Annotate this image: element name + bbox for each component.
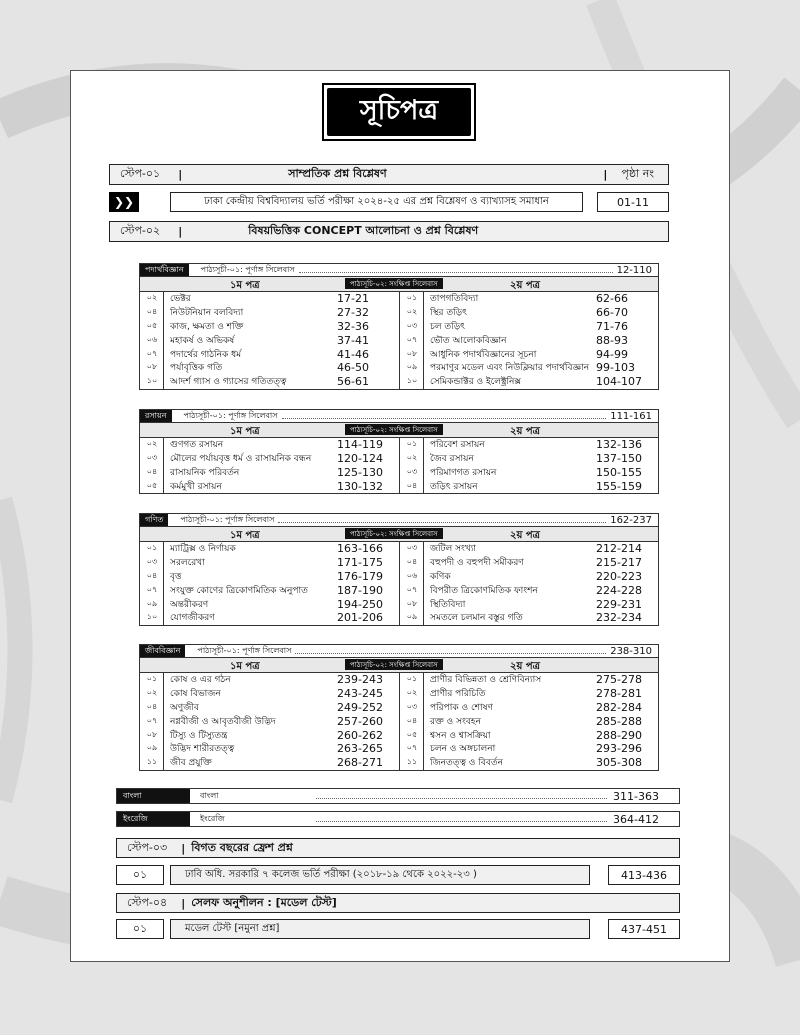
chapter-table (139, 292, 659, 390)
language-tag: বাংলা (117, 789, 190, 803)
chapter-pages: 171-175 (337, 556, 383, 570)
language-name: বাংলা (200, 790, 219, 800)
chapter-title: ম্যাট্রিক্স ও নির্ণায়ক (170, 544, 236, 555)
chapter-title: অণুজীব (170, 703, 199, 713)
chapter-title: জিনতত্ত্ব ও বিবর্তন (430, 758, 503, 769)
chapter-row (400, 756, 658, 770)
subject-range: 111-161 (610, 410, 652, 422)
step1-bar: স্টেপ-০১ | সাম্প্রতিক প্রশ্ন বিশ্লেষণ | পৃষ্ঠা নং (109, 164, 669, 185)
chapter-number: ০৮ (146, 362, 158, 372)
chapter-pages: 94-99 (596, 347, 628, 361)
chapter-row (400, 479, 658, 493)
chapter-row (400, 438, 658, 452)
chapter-pages: 114-119 (337, 438, 383, 452)
chapter-row (400, 375, 658, 389)
chapter-title: নিউটনিয়ান বলবিদ্যা (170, 308, 244, 319)
chapter-row (140, 556, 399, 570)
paper-header-row (139, 658, 659, 673)
paper-header-row (139, 277, 659, 292)
chapter-title: বৃত্ত (170, 572, 182, 582)
full-syllabus-label: পাঠ্যসূচী-০১: পূর্ণাঙ্গ সিলেবাস (183, 410, 278, 420)
paper-header-row (139, 527, 659, 542)
chapter-number: ০৯ (146, 598, 158, 608)
page-title-box (322, 83, 476, 141)
short-syllabus-label: পাঠ্যসূচি-০২: সংক্ষিপ্ত সিলেবাস (345, 278, 443, 289)
chapter-title: যোগজীকরণ (170, 613, 215, 624)
arrow-icon: ❯❯ (109, 192, 139, 212)
chapter-pages: 41-46 (337, 347, 369, 361)
chapter-pages: 229-231 (596, 597, 642, 611)
chapter-title: সরলরেখা (170, 558, 205, 569)
chapter-pages: 268-271 (337, 756, 383, 770)
chapter-number: ০৩ (406, 320, 418, 330)
chapter-number: ০৪ (146, 307, 158, 317)
chapter-number: ০২ (146, 688, 158, 698)
chapter-column-p1 (140, 438, 399, 493)
chapter-title: মহাকর্ষ ও অভিকর্ষ (170, 335, 235, 346)
chapter-title: পরিমাণগত রসায়ন (430, 468, 497, 478)
chapter-number: ১০ (146, 376, 158, 386)
chapter-number: ০৩ (406, 466, 418, 476)
chapter-pages: 46-50 (337, 361, 369, 375)
chapter-pages: 257-260 (337, 714, 383, 728)
chapter-title: জৈব রসায়ন (430, 454, 474, 465)
chapter-column-p2 (399, 542, 658, 625)
chapter-number: ০৮ (406, 598, 418, 608)
chapter-number: ০১ (146, 543, 158, 553)
chapter-row (140, 347, 399, 361)
chapter-number: ০১ (406, 439, 418, 449)
subject-tag: রসায়ন (140, 410, 172, 422)
chapter-column-p1 (140, 673, 399, 770)
step4-item-text: মডেল টেস্ট [নমুনা প্রশ্ন] (170, 919, 590, 939)
step4-title: সেলফ অনুশীলন : [মডেল টেস্ট] (191, 895, 337, 909)
chapter-title: তড়িৎ রসায়ন (430, 481, 478, 492)
chapter-number: ০৯ (406, 612, 418, 622)
chapter-title: প্রাণীর পরিচিতি (430, 689, 486, 700)
chapter-pages: 243-245 (337, 687, 383, 701)
chapter-row (400, 347, 658, 361)
chapter-pages: 212-214 (596, 542, 642, 556)
chapter-title: পদার্থের গাঠনিক ধর্ম (170, 349, 242, 360)
chapter-title: তাপগতিবিদ্যা (430, 294, 479, 305)
chapter-pages: 130-132 (337, 479, 383, 493)
chapter-title: বিপরীত ত্রিকোণমিতিক ফাংশন (430, 585, 538, 596)
chapter-number: ০২ (406, 688, 418, 698)
subject-block (139, 409, 659, 494)
step3-bar: স্টেপ-০৩ | বিগত বছরের ফ্রেশ প্রশ্ন (116, 838, 680, 858)
chapter-number: ০৯ (146, 743, 158, 753)
chapter-pages: 99-103 (596, 361, 635, 375)
chapter-title: কাজ, ক্ষমতা ও শক্তি (170, 322, 244, 332)
chapter-number: ০৪ (146, 466, 158, 476)
page-title: সূচিপত্র (327, 88, 471, 136)
chapter-pages: 194-250 (337, 597, 383, 611)
chapter-pages: 176-179 (337, 569, 383, 583)
step1-item-text: ঢাকা কেন্দ্রীয় বিশ্ববিদ্যালয় ভর্তি পরীক্ষা ২০২৪-২৫ এর প্রশ্ন বিশ্লেষণ ও ব্যাখ্যাসহ সমাধান (170, 192, 583, 212)
step1-label: স্টেপ-০১ (120, 167, 161, 180)
paper2-label: ২য় পত্র (510, 426, 541, 437)
chapter-number: ০৭ (146, 715, 158, 725)
chapter-pages: 37-41 (337, 333, 369, 347)
step3-item-text: ঢাবি অধি. সরকারি ৭ কলেজ ভর্তি পরীক্ষা (২০১৮-১৯ থেকে ২০২২-২৩ ) (170, 865, 590, 885)
chapter-pages: 215-217 (596, 556, 642, 570)
chapter-title: জটিল সংখ্যা (430, 544, 477, 555)
chapter-title: গুণগত রসায়ন (170, 440, 224, 451)
chapter-pages: 293-296 (596, 742, 642, 756)
chapter-row (140, 542, 399, 556)
chapter-row (140, 728, 399, 742)
chapter-pages: 150-155 (596, 465, 642, 479)
chapter-number: ০৭ (406, 334, 418, 344)
chapter-row (400, 714, 658, 728)
chapter-number: ১০ (146, 612, 158, 622)
chapter-row (140, 466, 399, 480)
chapter-number: ০১ (406, 674, 418, 684)
chapter-row (400, 728, 658, 742)
paper-header-row (139, 423, 659, 438)
chapter-pages: 62-66 (596, 292, 628, 306)
chapter-column-p2 (399, 292, 658, 389)
short-syllabus-label: পাঠ্যসূচি-০২: সংক্ষিপ্ত সিলেবাস (345, 659, 443, 670)
language-row-english (116, 811, 680, 827)
chapter-number: ০৫ (146, 320, 158, 330)
step3-title: বিগত বছরের ফ্রেশ প্রশ্ন (191, 840, 293, 854)
chapter-pages: 32-36 (337, 319, 369, 333)
chapter-title: পরমাণুর মডেল এবং নিউক্লিয়ার পদার্থবিজ্ঞান (430, 363, 590, 374)
chapter-title: নগ্নবীজী ও আবৃতবীজী উদ্ভিদ (170, 716, 276, 727)
chapter-row (140, 756, 399, 770)
chapter-row (140, 452, 399, 466)
step1-item-pages: 01-11 (597, 192, 669, 212)
chapter-pages: 56-61 (337, 375, 369, 389)
step2-title: বিষয়ভিত্তিক CONCEPT আলোচনা ও প্রশ্ন বিশ্লেষণ (248, 224, 479, 237)
chapter-title: স্থির তড়িৎ (430, 308, 467, 319)
chapter-pages: 132-136 (596, 438, 642, 452)
chapter-title: সেমিকন্ডাক্টর ও ইলেক্ট্রনিক্স (430, 377, 521, 388)
paper1-label: ১ম পত্র (230, 530, 260, 541)
paper2-label: ২য় পত্র (510, 280, 541, 291)
chapter-number: ০৪ (406, 480, 418, 490)
chapter-pages: 288-290 (596, 728, 642, 742)
chapter-number: ০৩ (406, 701, 418, 711)
chapter-number: ১০ (406, 376, 418, 386)
chapter-row (140, 742, 399, 756)
step1-title: সাম্প্রতিক প্রশ্ন বিশ্লেষণ (288, 167, 387, 180)
step2-bar: স্টেপ-০২ | বিষয়ভিত্তিক CONCEPT আলোচনা ও প্রশ্ন বিশ্লেষণ (109, 221, 669, 242)
subject-range: 238-310 (610, 645, 652, 657)
subject-tag: জীববিজ্ঞান (140, 645, 185, 657)
chapter-title: কণিক (430, 572, 451, 582)
chapter-number: ০২ (406, 307, 418, 317)
subject-block (139, 644, 659, 771)
chapter-row (140, 701, 399, 715)
chapter-row (400, 673, 658, 687)
step4-bar: স্টেপ-০৪ | সেলফ অনুশীলন : [মডেল টেস্ট] (116, 893, 680, 913)
chapter-pages: 155-159 (596, 479, 642, 493)
chapter-pages: 17-21 (337, 292, 369, 306)
subject-block (139, 513, 659, 626)
chapter-number: ০৩ (146, 557, 158, 567)
chapter-title: চলন ও অঙ্গচালনা (430, 744, 496, 755)
chapter-title: রক্ত ও সংবহন (430, 716, 481, 727)
chapter-row (400, 583, 658, 597)
chapter-column-p2 (399, 438, 658, 493)
chapter-column-p1 (140, 292, 399, 389)
chapter-number: ০৩ (406, 543, 418, 553)
step2-label: স্টেপ-০২ (120, 224, 161, 237)
step4-item-pages: 437-451 (608, 919, 680, 939)
step4-item-number: ০১ (116, 919, 164, 939)
chapter-number: ০৫ (146, 480, 158, 490)
chapter-title: আদর্শ গ্যাস ও গ্যাসের গতিতত্ত্ব (170, 377, 287, 388)
chapter-row (140, 583, 399, 597)
paper1-label: ১ম পত্র (230, 661, 260, 672)
chapter-row (400, 452, 658, 466)
chapter-row (400, 333, 658, 347)
chapter-pages: 263-265 (337, 742, 383, 756)
subject-block (139, 263, 659, 390)
chapter-title: আধুনিক পদার্থবিজ্ঞানের সূচনা (430, 349, 537, 360)
chapter-number: ০৭ (406, 743, 418, 753)
chapter-number: ০৭ (146, 584, 158, 594)
chapter-table (139, 542, 659, 626)
chapter-row (140, 570, 399, 584)
chapter-number: ০৪ (146, 701, 158, 711)
short-syllabus-label: পাঠ্যসূচি-০২: সংক্ষিপ্ত সিলেবাস (345, 528, 443, 539)
language-tag: ইংরেজি (117, 812, 190, 826)
chapter-row (140, 438, 399, 452)
chapter-title: সমতলে চলমান বস্তুর গতি (430, 613, 523, 624)
full-syllabus-label: পাঠ্যসূচী-০১: পূর্ণাঙ্গ সিলেবাস (197, 645, 292, 655)
full-syllabus-label: পাঠ্যসূচী-০১: পূর্ণাঙ্গ সিলেবাস (200, 264, 295, 274)
chapter-row (140, 306, 399, 320)
chapter-pages: 260-262 (337, 728, 383, 742)
chapter-number: ০৬ (406, 570, 418, 580)
chapter-row (400, 597, 658, 611)
chapter-number: ০১ (146, 674, 158, 684)
chapter-title: স্থিতিবিদ্যা (430, 599, 466, 610)
subject-header (139, 513, 659, 527)
subject-range: 162-237 (610, 514, 652, 526)
chapter-title: জীব প্রযুক্তি (170, 758, 212, 769)
chapter-pages: 239-243 (337, 673, 383, 687)
chapter-pages: 275-278 (596, 673, 642, 687)
chapter-pages: 232-234 (596, 611, 642, 625)
chapter-pages: 88-93 (596, 333, 628, 347)
chapter-title: অন্তরীকরণ (170, 599, 209, 610)
chapter-title: চল তড়িৎ (430, 322, 465, 332)
subject-tag: পদার্থবিজ্ঞান (140, 264, 189, 276)
chapter-row (140, 714, 399, 728)
page-number-header: পৃষ্ঠা নং (621, 167, 654, 180)
chapter-pages: 137-150 (596, 452, 642, 466)
chapter-row (140, 292, 399, 306)
chapter-number: ০১ (406, 293, 418, 303)
chapter-row (400, 556, 658, 570)
chapter-pages: 163-166 (337, 542, 383, 556)
chapter-number: ০২ (146, 293, 158, 303)
chapter-row (400, 320, 658, 334)
chapter-title: কোষ বিভাজন (170, 689, 221, 700)
language-range: 311-363 (613, 789, 659, 803)
paper2-label: ২য় পত্র (510, 661, 541, 672)
chapter-number: ০৯ (406, 362, 418, 372)
chapter-title: সংযুক্ত কোণের ত্রিকোণমিতিক অনুপাত (170, 585, 308, 596)
chapter-title: শ্বসন ও শ্বাসক্রিয়া (430, 730, 491, 741)
chapter-number: ০৭ (406, 584, 418, 594)
chapter-row (400, 611, 658, 625)
subject-header (139, 409, 659, 423)
step3-item-pages: 413-436 (608, 865, 680, 885)
chapter-row (140, 673, 399, 687)
chapter-pages: 278-281 (596, 687, 642, 701)
chapter-title: ভেক্টর (170, 294, 191, 305)
chapter-pages: 201-206 (337, 611, 383, 625)
chapter-title: বহুপদী ও বহুপদী সমীকরণ (430, 558, 524, 569)
chapter-title: পর্যাবৃত্তিক গতি (170, 363, 223, 374)
chapter-number: ০৮ (146, 729, 158, 739)
chapter-row (140, 320, 399, 334)
chapter-number: ০৩ (146, 453, 158, 463)
chapter-number: ০৮ (406, 348, 418, 358)
chapter-pages: 305-308 (596, 756, 642, 770)
chapter-number: ০৬ (146, 334, 158, 344)
chapter-title: প্রাণীর বিভিন্নতা ও শ্রেণিবিন্যাস (430, 675, 542, 686)
chapter-pages: 220-223 (596, 569, 642, 583)
short-syllabus-label: পাঠ্যসূচি-০২: সংক্ষিপ্ত সিলেবাস (345, 424, 443, 435)
chapter-row (140, 597, 399, 611)
subject-tag: গণিত (140, 514, 168, 526)
chapter-number: ০৪ (406, 715, 418, 725)
chapter-row (140, 375, 399, 389)
chapter-pages: 224-228 (596, 583, 642, 597)
chapter-column-p2 (399, 673, 658, 770)
chapter-row (400, 570, 658, 584)
chapter-number: ১১ (406, 757, 418, 767)
paper2-label: ২য় পত্র (510, 530, 541, 541)
chapter-pages: 187-190 (337, 583, 383, 597)
chapter-title: কর্মমুখী রসায়ন (170, 481, 222, 492)
subject-range: 12-110 (616, 264, 652, 276)
chapter-title: ভৌত আলোকবিজ্ঞান (430, 335, 507, 346)
chapter-row (400, 742, 658, 756)
full-syllabus-label: পাঠ্যসূচী-০১: পূর্ণাঙ্গ সিলেবাস (180, 514, 275, 524)
chapter-pages: 282-284 (596, 700, 642, 714)
chapter-pages: 125-130 (337, 465, 383, 479)
chapter-row (140, 479, 399, 493)
chapter-number: ০৭ (146, 348, 158, 358)
subject-header (139, 644, 659, 658)
chapter-number: ০৫ (406, 729, 418, 739)
step3-item-number: ০১ (116, 865, 164, 885)
paper1-label: ১ম পত্র (230, 280, 260, 291)
paper1-label: ১ম পত্র (230, 426, 260, 437)
chapter-row (400, 292, 658, 306)
chapter-pages: 249-252 (337, 700, 383, 714)
subject-header (139, 263, 659, 277)
chapter-title: টিস্যু ও টিস্যুতন্ত্র (170, 730, 228, 741)
chapter-title: রাসায়নিক পরিবর্তন (170, 468, 240, 478)
chapter-row (140, 611, 399, 625)
chapter-title: কোষ ও এর গঠন (170, 675, 231, 686)
language-row-bangla (116, 788, 680, 804)
chapter-number: ০২ (406, 453, 418, 463)
chapter-table (139, 438, 659, 494)
chapter-pages: 120-124 (337, 452, 383, 466)
chapter-row (400, 701, 658, 715)
chapter-pages: 27-32 (337, 306, 369, 320)
chapter-row (140, 333, 399, 347)
chapter-table (139, 673, 659, 771)
chapter-row (140, 687, 399, 701)
chapter-title: পরিপাক ও শোষণ (430, 703, 493, 713)
chapter-row (400, 306, 658, 320)
chapter-column-p1 (140, 542, 399, 625)
chapter-number: ০২ (146, 439, 158, 449)
chapter-row (400, 466, 658, 480)
chapter-title: পরিবেশ রসায়ন (430, 440, 485, 451)
chapter-title: মৌলের পর্যায়বৃত্ত ধর্ম ও রাসায়নিক বন্ধন (170, 454, 312, 465)
chapter-pages: 66-70 (596, 306, 628, 320)
chapter-number: ০৪ (406, 557, 418, 567)
language-name: ইংরেজি (200, 813, 225, 823)
chapter-pages: 285-288 (596, 714, 642, 728)
chapter-number: ১১ (146, 757, 158, 767)
language-range: 364-412 (613, 812, 659, 826)
chapter-number: ০৪ (146, 570, 158, 580)
chapter-title: উদ্ভিদ শারীরতত্ত্ব (170, 744, 235, 755)
step4-label: স্টেপ-০৪ (127, 895, 168, 909)
chapter-row (400, 687, 658, 701)
chapter-row (400, 542, 658, 556)
chapter-pages: 104-107 (596, 375, 642, 389)
step3-label: স্টেপ-০৩ (127, 840, 168, 854)
chapter-row (400, 361, 658, 375)
chapter-pages: 71-76 (596, 319, 628, 333)
chapter-row (140, 361, 399, 375)
